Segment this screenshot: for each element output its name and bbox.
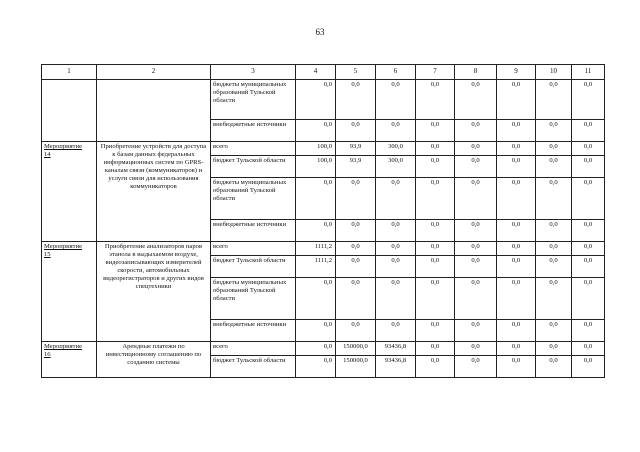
value-cell: 0,0 [336,220,376,242]
value-cell: 100,0 [296,142,336,156]
value-cell: 0,0 [455,80,497,120]
value-cell: 0,0 [416,278,455,320]
header-cell: 1 [42,65,97,80]
value-cell: 93,9 [336,156,376,178]
value-cell: 0,0 [497,356,536,378]
value-cell: 0,0 [376,178,416,220]
value-cell: 0,0 [455,242,497,256]
value-cell: 93,9 [336,142,376,156]
description-cell-empty [97,80,211,142]
table-row [42,80,605,120]
event-label-number: 14 [44,150,51,158]
value-cell: 0,0 [296,120,336,142]
value-cell: 0,0 [536,278,572,320]
value-cell: 0,0 [572,242,605,256]
value-cell: 0,0 [572,320,605,342]
funding-source: бюджеты муниципальных образований Тульской области [211,80,296,120]
value-cell: 0,0 [455,220,497,242]
value-cell: 300,0 [376,142,416,156]
value-cell: 0,0 [572,142,605,156]
funding-source: всего [211,342,296,356]
value-cell: 0,0 [376,256,416,278]
value-cell: 0,0 [455,342,497,356]
value-cell: 0,0 [536,356,572,378]
value-cell: 0,0 [572,356,605,378]
value-cell: 0,0 [376,278,416,320]
value-cell: 0,0 [416,142,455,156]
value-cell: 0,0 [296,178,336,220]
header-cell: 7 [416,65,455,80]
value-cell: 1111,2 [296,256,336,278]
value-cell: 0,0 [497,278,536,320]
value-cell: 0,0 [497,220,536,242]
value-cell: 0,0 [296,342,336,356]
value-cell: 0,0 [536,178,572,220]
value-cell: 0,0 [536,120,572,142]
value-cell: 0,0 [536,242,572,256]
header-cell: 11 [572,65,605,80]
value-cell: 0,0 [455,256,497,278]
value-cell: 0,0 [416,342,455,356]
value-cell: 0,0 [455,178,497,220]
value-cell: 0,0 [536,342,572,356]
table-row [42,342,605,356]
value-cell: 0,0 [497,320,536,342]
value-cell: 0,0 [416,178,455,220]
page-number: 63 [315,27,325,37]
header-cell: 8 [455,65,497,80]
value-cell: 0,0 [376,320,416,342]
event-label [42,242,97,342]
value-cell: 0,0 [497,242,536,256]
event-cell-empty [42,80,97,142]
funding-source: внебюджетные источники [211,220,296,242]
value-cell: 0,0 [376,120,416,142]
value-cell: 0,0 [296,278,336,320]
value-cell: 0,0 [536,320,572,342]
value-cell: 0,0 [376,80,416,120]
header-cell: 2 [97,65,211,80]
event-label-prefix: Мероприятие [44,343,83,350]
value-cell: 0,0 [455,278,497,320]
event-description: Приобретение анализаторов паров этанола в выдыхаемом воздухе, видеозаписывающих измерителей скорости, автомобильных видеорегистраторов и других видов спецтехники [97,242,211,342]
funding-source: бюджет Тульской области [211,256,296,278]
value-cell: 0,0 [296,356,336,378]
header-cell: 9 [497,65,536,80]
event-description: Арендные платежи по инвестиционному соглашению по созданию системы [97,342,211,378]
value-cell: 0,0 [416,242,455,256]
value-cell: 0,0 [572,256,605,278]
value-cell: 0,0 [416,256,455,278]
value-cell: 93436,8 [376,356,416,378]
table-body [42,65,605,378]
value-cell: 100,0 [296,156,336,178]
header-cell: 3 [211,65,296,80]
value-cell: 0,0 [455,120,497,142]
value-cell: 300,0 [376,156,416,178]
value-cell: 0,0 [497,156,536,178]
event-label [42,142,97,242]
value-cell: 0,0 [296,220,336,242]
event-label-number: 15 [44,250,51,258]
value-cell: 0,0 [336,120,376,142]
funding-source: бюджет Тульской области [211,156,296,178]
event-label [42,342,97,378]
value-cell: 0,0 [572,156,605,178]
value-cell: 0,0 [536,156,572,178]
value-cell: 0,0 [336,256,376,278]
table-row [42,142,605,156]
value-cell: 0,0 [416,156,455,178]
value-cell: 0,0 [416,80,455,120]
funding-source: всего [211,242,296,256]
funding-source: внебюджетные источники [211,120,296,142]
value-cell: 0,0 [497,80,536,120]
value-cell: 93436,8 [376,342,416,356]
funding-source: бюджеты муниципальных образований Тульской области [211,278,296,320]
header-cell: 10 [536,65,572,80]
event-description: Приобретение устройств для доступа к базам данных федеральных информационных систем по GPRS-каналам связи (коммуникаторов) и услуги связи для использования коммуникаторов [97,142,211,242]
value-cell: 0,0 [536,142,572,156]
value-cell: 0,0 [536,80,572,120]
value-cell: 0,0 [296,320,336,342]
value-cell: 0,0 [572,80,605,120]
funding-source: бюджеты муниципальных образований Тульской области [211,178,296,220]
value-cell: 0,0 [455,142,497,156]
value-cell: 0,0 [336,178,376,220]
value-cell: 0,0 [572,120,605,142]
value-cell: 0,0 [572,178,605,220]
value-cell: 0,0 [497,178,536,220]
header-cell: 5 [336,65,376,80]
funding-table [41,64,605,378]
value-cell: 0,0 [572,220,605,242]
value-cell: 0,0 [336,278,376,320]
funding-source: бюджет Тульской области [211,356,296,378]
funding-source: всего [211,142,296,156]
value-cell: 0,0 [416,356,455,378]
header-cell: 4 [296,65,336,80]
value-cell: 0,0 [572,342,605,356]
value-cell: 0,0 [416,220,455,242]
value-cell: 0,0 [296,80,336,120]
value-cell: 150000,0 [336,356,376,378]
header-row [42,65,605,80]
event-label-number: 16 [44,350,51,358]
value-cell: 0,0 [497,256,536,278]
value-cell: 0,0 [536,220,572,242]
header-cell: 6 [376,65,416,80]
value-cell: 150000,0 [336,342,376,356]
value-cell: 0,0 [416,320,455,342]
value-cell: 0,0 [536,256,572,278]
value-cell: 0,0 [376,220,416,242]
value-cell: 0,0 [455,356,497,378]
value-cell: 0,0 [497,142,536,156]
value-cell: 0,0 [455,320,497,342]
event-label-prefix: Мероприятие [44,143,83,150]
value-cell: 0,0 [336,242,376,256]
value-cell: 0,0 [497,342,536,356]
value-cell: 0,0 [497,120,536,142]
event-label-prefix: Мероприятие [44,243,83,250]
value-cell: 0,0 [455,156,497,178]
value-cell: 0,0 [416,120,455,142]
value-cell: 0,0 [336,320,376,342]
funding-source: внебюджетные источники [211,320,296,342]
table-row [42,242,605,256]
value-cell: 0,0 [336,80,376,120]
value-cell: 1111,2 [296,242,336,256]
value-cell: 0,0 [572,278,605,320]
value-cell: 0,0 [376,242,416,256]
